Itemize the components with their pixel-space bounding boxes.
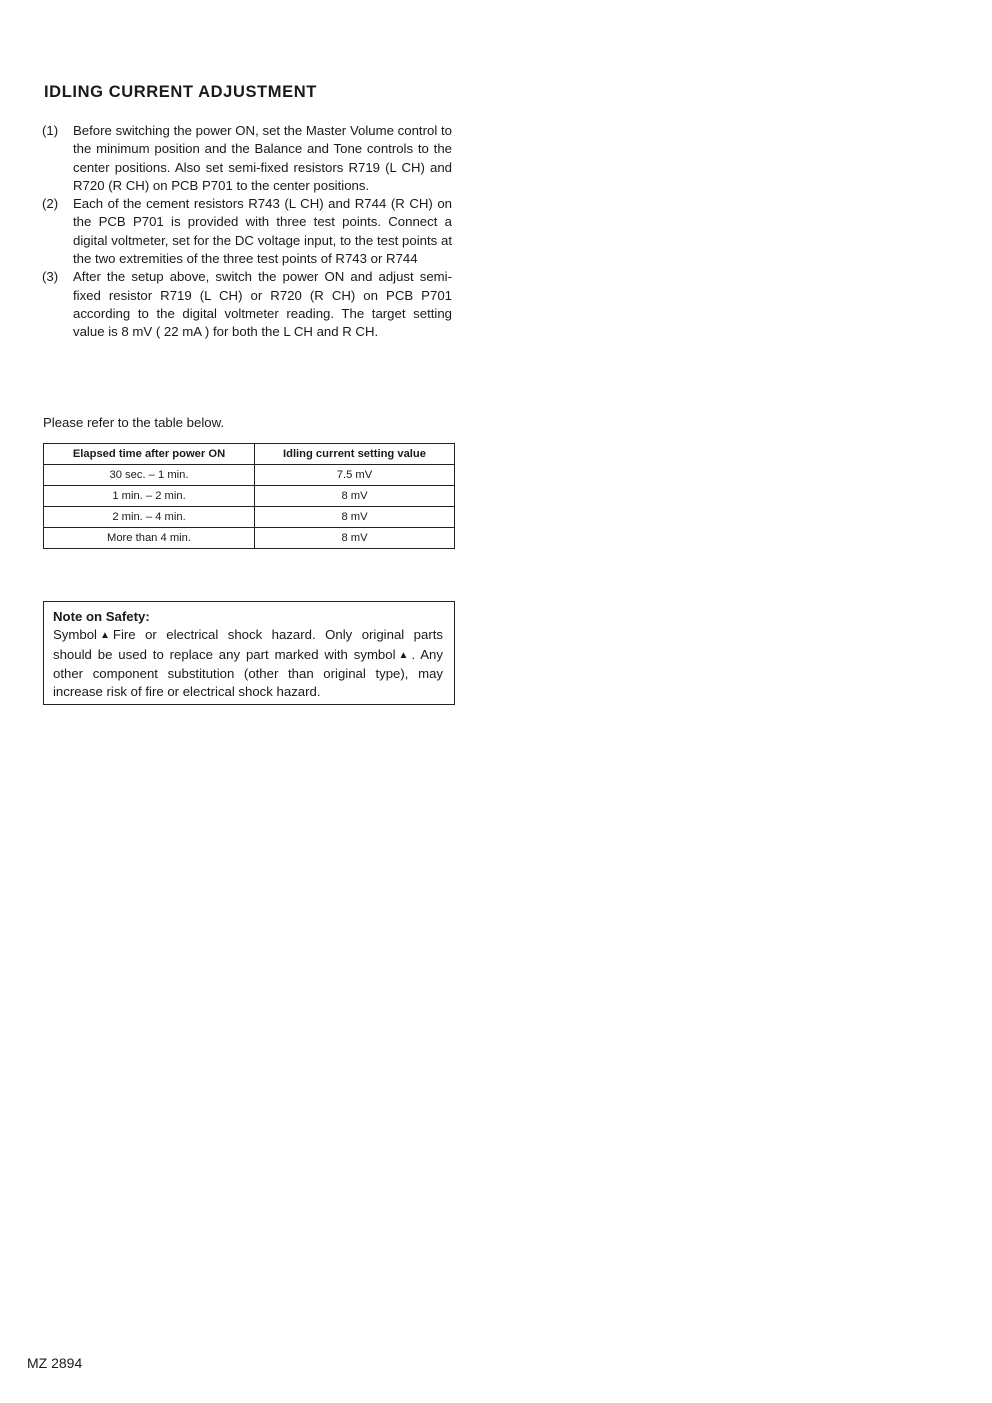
- warning-triangle-icon: ▲: [99, 630, 110, 642]
- safety-text-part: Symbol: [53, 627, 97, 643]
- safety-text-part: Fire or electrical shock hazard. Only original parts should be used to replace any part marked with symbol: [53, 627, 443, 662]
- setting-value-cell: 8 mV: [255, 507, 455, 528]
- table-row: [44, 528, 455, 549]
- step-number: (3): [42, 269, 59, 285]
- elapsed-time-cell: 1 min. – 2 min.: [44, 486, 255, 507]
- table-reference-text: Please refer to the table below.: [43, 415, 225, 430]
- elapsed-time-cell: 2 min. – 4 min.: [44, 507, 255, 528]
- safety-note-box: [43, 601, 455, 705]
- table-row: [44, 486, 455, 507]
- step-item: [42, 268, 452, 341]
- step-item: [42, 195, 452, 268]
- column-header-setting-value: Idling current setting value: [255, 444, 455, 465]
- step-text: After the setup above, switch the power ON and adjust semi-fixed resistor R719 (L CH) or R720 (R CH) on PCB P701 according to the digital voltmeter reading. The target setting value is 8 mV ( 22 mA ) for both the L CH and R CH.: [73, 269, 452, 340]
- safety-note-text: [53, 626, 443, 701]
- elapsed-time-cell: 30 sec. – 1 min.: [44, 465, 255, 486]
- table-row: [44, 465, 455, 486]
- setting-value-cell: 7.5 mV: [255, 465, 455, 486]
- adjustment-steps: [42, 122, 452, 342]
- setting-value-cell: 8 mV: [255, 486, 455, 507]
- idling-current-table: [43, 443, 455, 549]
- column-header-elapsed-time: Elapsed time after power ON: [44, 444, 255, 465]
- step-number: (2): [42, 196, 59, 212]
- setting-value-cell: 8 mV: [255, 528, 455, 549]
- step-number: (1): [42, 123, 59, 138]
- table-header-row: [44, 444, 455, 465]
- elapsed-time-cell: More than 4 min.: [44, 528, 255, 549]
- safety-note-title: Note on Safety:: [53, 609, 150, 624]
- section-heading: IDLING CURRENT ADJUSTMENT: [44, 83, 317, 101]
- document-code: MZ 2894: [27, 1355, 83, 1371]
- table-row: [44, 507, 455, 528]
- safety-text-part: . Any other component substitution (other than original type), may increase risk of fire or electrical shock hazard.: [53, 646, 443, 700]
- step-item: [42, 122, 452, 195]
- warning-triangle-icon: ▲: [398, 649, 409, 661]
- step-text: Before switching the power ON, set the Master Volume control to the minimum position and the Balance and Tone controls to the center positions. Also set semi-fixed resistors R719 (L CH) and R720 (R CH) on PCB P701 to the center positions.: [73, 123, 452, 193]
- step-text: Each of the cement resistors R743 (L CH) and R744 (R CH) on the PCB P701 is provided with three test points. Connect a digital voltmeter, set for the DC voltage input, to the test points at the two extremities of the three test points of R743 or R744: [73, 196, 452, 267]
